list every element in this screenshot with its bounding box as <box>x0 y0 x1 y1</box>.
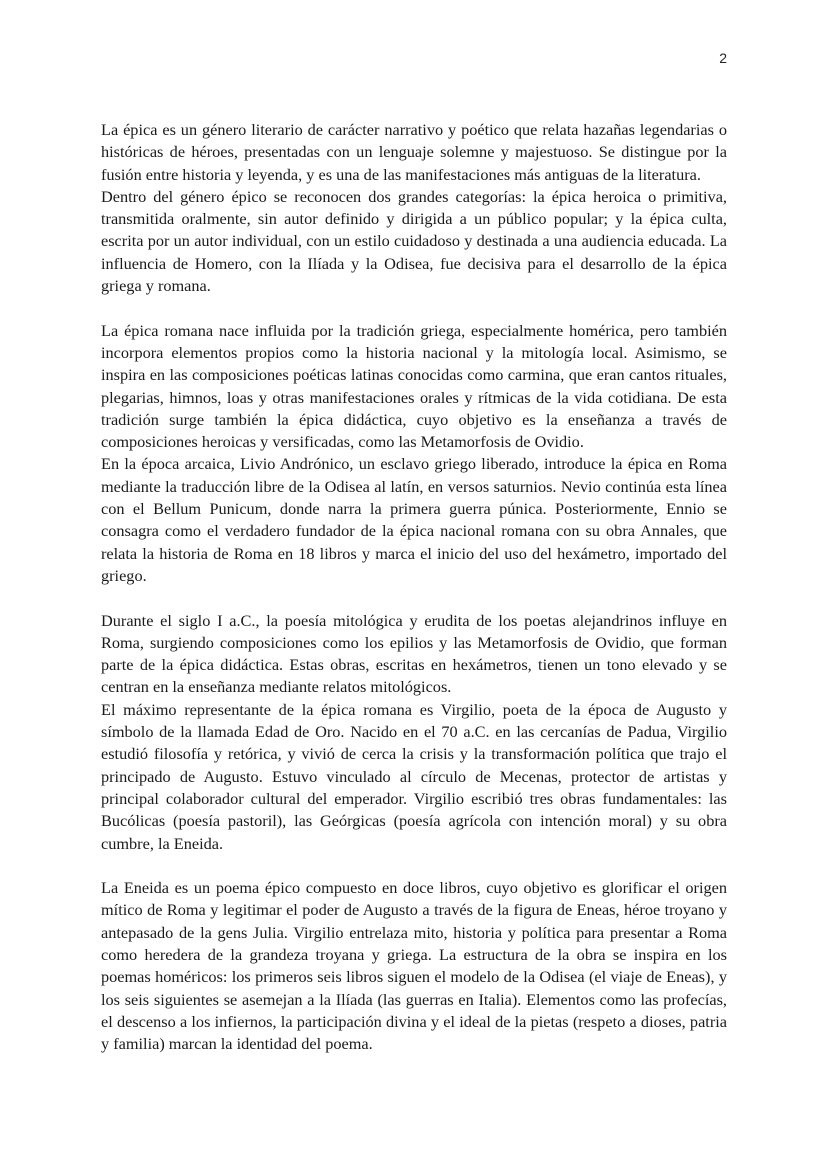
document-body <box>101 119 727 1055</box>
paragraph: El máximo representante de la épica romana es Virgilio, poeta de la época de Augusto y símbolo de la llamada Edad de Oro. Nacido en el 70 a.C. en las cercanías de Padua, Virgilio estudió filosofía y retórica, y vivió de cerca la crisis y la transformación política que trajo el principado de Augusto. Estuvo vinculado al círculo de Mecenas, protector de artistas y principal colaborador cultural del emperador. Virgilio escribió tres obras fundamentales: las Bucólicas (poesía pastoril), las Geórgicas (poesía agrícola con intención moral) y su obra cumbre, la Eneida. <box>101 699 727 853</box>
paragraph: La Eneida es un poema épico compuesto en doce libros, cuyo objetivo es glorificar el origen mítico de Roma y legitimar el poder de Augusto a través de la figura de Eneas, héroe troyano y antepasado de la gens Julia. Virgilio entrelaza mito, historia y política para presentar a Roma como heredera de la grandeza troyana y griega. La estructura de la obra se inspira en los poemas homéricos: los primeros seis libros siguen el modelo de la Odisea (el viaje de Eneas), y los seis siguientes se asemejan a la Ilíada (las guerras en Italia). Elementos como las profecías, el descenso a los infiernos, la participación divina y el ideal de la pietas (respeto a dioses, patria y familia) marcan la identidad del poema. <box>101 878 727 1054</box>
section-intro-epica <box>101 119 727 297</box>
paragraph: Dentro del género épico se reconocen dos grandes categorías: la épica heroica o primitiva, transmitida oralmente, sin autor definido y dirigida a un público popular; y la épica culta, escrita por un autor individual, con un estilo cuidadoso y destinada a una audiencia educada. La influencia de Homero, con la Ilíada y la Odisea, fue decisiva para el desarrollo de la épica griega y romana. <box>101 186 727 296</box>
paragraph: La épica romana nace influida por la tradición griega, especialmente homérica, pero también incorpora elementos propios como la historia nacional y la mitología local. Asimismo, se inspira en las composiciones poéticas latinas conocidas como carmina, que eran cantos rituales, plegarias, himnos, loas y otras manifestaciones orales y rítmicas de la vida cotidiana. De esta tradición surge también la épica didáctica, cuyo objetivo es la enseñanza a través de composiciones heroicas y versificadas, como las Metamorfosis de Ovidio. <box>101 320 727 452</box>
paragraph: La épica es un género literario de carácter narrativo y poético que relata hazañas legendarias o históricas de héroes, presentadas con un lenguaje solemne y majestuoso. Se distingue por la fusión entre historia y leyenda, y es una de las manifestaciones más antiguas de la literatura. <box>101 120 727 184</box>
paragraph: Durante el siglo I a.C., la poesía mitológica y erudita de los poetas alejandrinos influye en Roma, surgiendo composiciones como los epilios y las Metamorfosis de Ovidio, que forman parte de la épica didáctica. Estas obras, escritas en hexámetros, tienen un tono elevado y se centran en la enseñanza mediante relatos mitológicos. <box>101 610 727 697</box>
paragraph: En la época arcaica, Livio Andrónico, un esclavo griego liberado, introduce la épica en Roma mediante la traducción libre de la Odisea al latín, en versos saturnios. Nevio continúa esta línea con el Bellum Punicum, donde narra la primera guerra púnica. Posteriormente, Ennio se consagra como el verdadero fundador de la épica nacional romana con su obra Annales, que relata la historia de Roma en 18 libros y marca el inicio del uso del hexámetro, importado del griego. <box>101 454 727 585</box>
page-number: 2 <box>719 50 727 66</box>
section-epica-romana <box>101 320 727 588</box>
section-virgilio <box>101 610 727 855</box>
section-eneida <box>101 877 727 1055</box>
